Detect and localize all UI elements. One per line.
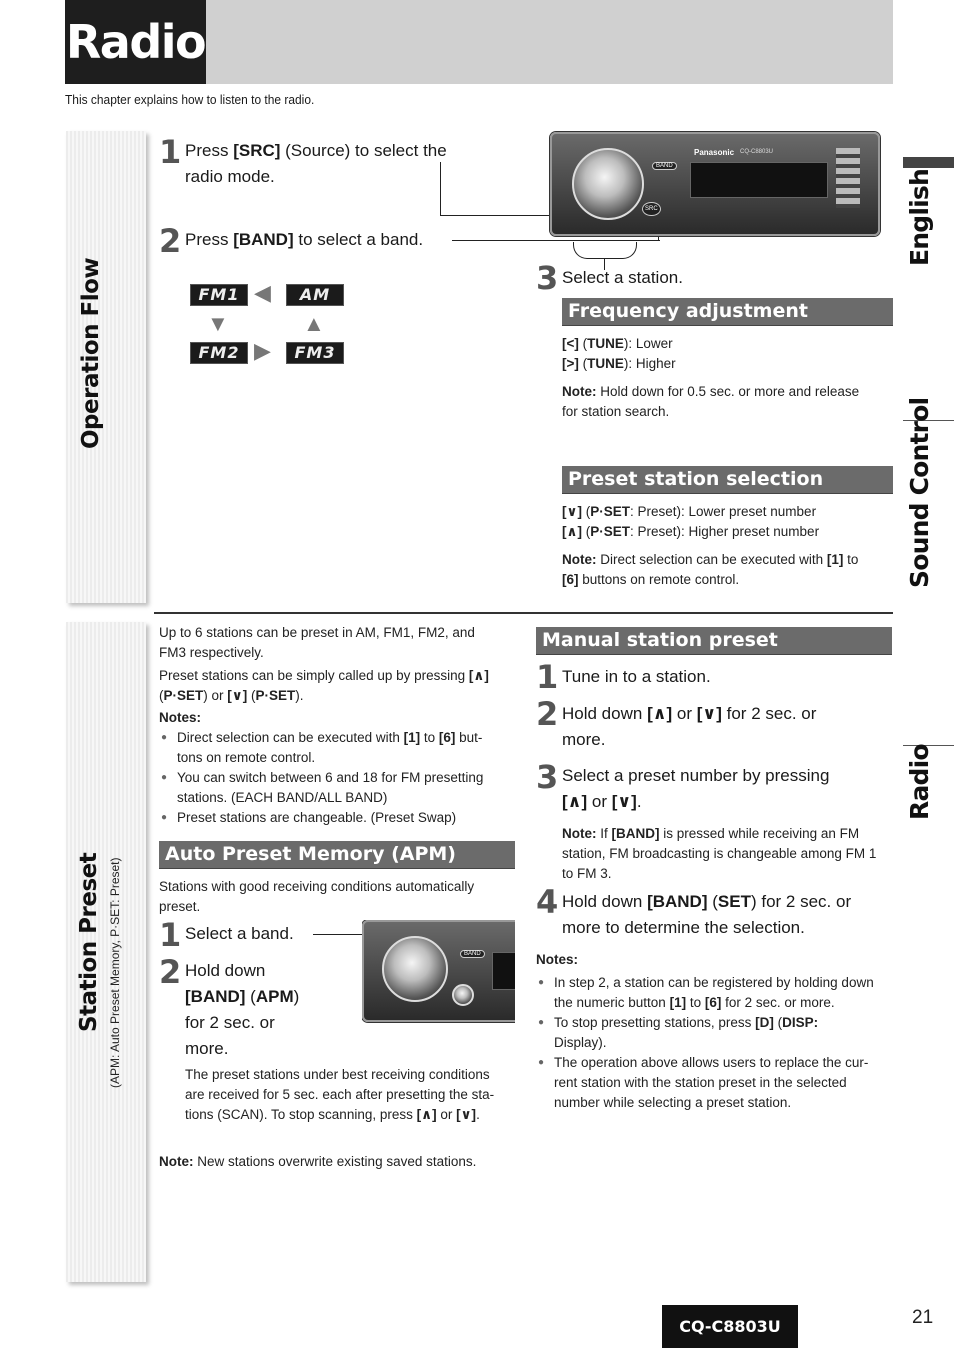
apm-intro: [159, 877, 509, 917]
leader-line: [452, 240, 660, 241]
band-key: [BAND]: [647, 892, 708, 911]
text: [562, 889, 892, 915]
right-tab-english[interactable]: English: [905, 169, 934, 266]
text: rent station with the station preset in the selected: [554, 1075, 847, 1090]
apm-description: [185, 1065, 525, 1125]
up-key: [∧]: [562, 792, 588, 811]
text: Stations with good receiving conditions automatically: [159, 879, 475, 894]
band-key: [BAND]: [233, 230, 294, 249]
text: Hold down: [185, 961, 266, 980]
text: number while selecting a preset station.: [554, 1095, 792, 1110]
text: for 2 sec. or more.: [721, 995, 835, 1010]
text: ): [750, 892, 757, 911]
text: [159, 666, 515, 686]
band-am-badge: AM: [286, 284, 344, 306]
text: for 2 sec. or: [721, 704, 817, 723]
text: are received for 5 sec. each after presetting the sta-: [185, 1087, 495, 1102]
text: Hold down: [562, 704, 648, 723]
band-button: BAND: [652, 162, 677, 170]
apm-heading: Auto Preset Memory (APM): [159, 841, 515, 869]
arrow-left-icon: ◀: [254, 280, 271, 305]
arrow-right-icon: ▶: [254, 338, 271, 363]
src-button: [452, 984, 474, 1006]
text: FM3 respectively.: [159, 645, 264, 660]
frequency-body: [562, 334, 892, 422]
volume-knob-icon: [572, 148, 644, 220]
step-number: 2: [159, 222, 182, 260]
text: If: [596, 826, 612, 841]
station-preset-notes: [159, 728, 515, 828]
text: for 2 sec. or: [756, 892, 852, 911]
text: more.: [185, 1039, 229, 1058]
station-preset-intro: [159, 623, 515, 828]
device-model: CQ-C8803U: [740, 149, 774, 155]
text: ): Lower: [623, 336, 673, 351]
text: more.: [562, 730, 606, 749]
text: or: [587, 792, 612, 811]
active-tab-marker: [903, 157, 954, 168]
arrow-down-icon: ▼: [207, 311, 229, 336]
chapter-intro: This chapter explains how to listen to the radio.: [65, 92, 315, 107]
text: (: [578, 356, 588, 371]
model-badge: CQ-C8803U: [662, 1305, 798, 1348]
operation-flow-label: Operation Flow: [78, 257, 104, 449]
step-number: 2: [159, 953, 182, 991]
text: Preset stations can be simply called up by pressing: [159, 668, 469, 683]
right-tab-sound-control[interactable]: Sound Control: [905, 397, 934, 588]
text: : Preset): Higher preset number: [629, 524, 820, 539]
up-key: [∧]: [468, 668, 489, 683]
page-number: 21: [912, 1307, 934, 1328]
text: : Preset): Lower preset number: [629, 504, 817, 519]
text: In step 2, a station can be registered by holding down: [554, 975, 874, 990]
tune-lower-line: [562, 334, 892, 354]
key-6: [6]: [562, 572, 579, 587]
text: .: [476, 1107, 480, 1122]
manual-notes-list: [536, 973, 892, 1113]
text: [562, 789, 892, 815]
text: more to determine the selection.: [562, 918, 805, 937]
text: The operation above allows users to replace the cur-: [554, 1055, 869, 1070]
text: .: [636, 792, 642, 811]
text: (: [707, 892, 718, 911]
text: ): Higher: [623, 356, 676, 371]
text: (: [773, 1015, 783, 1030]
src-key: [SRC]: [233, 141, 281, 160]
apm-step-2: [185, 958, 355, 1062]
band-fm3-badge: FM3: [286, 342, 344, 364]
disp-label: DISP:: [782, 1015, 819, 1030]
device-display: [492, 952, 515, 990]
side-tab-station-preset: [66, 622, 146, 1282]
leader-line: [440, 162, 441, 215]
up-key: [∧]: [562, 524, 582, 539]
text: Select a preset number by pressing: [562, 766, 830, 785]
side-tab-operation-flow: [66, 131, 146, 603]
up-key: [∧]: [647, 704, 673, 723]
step-number: 1: [536, 658, 559, 696]
head-unit-closeup: [362, 920, 515, 1024]
src-button: SRC: [642, 202, 661, 216]
notes-label: Notes:: [536, 952, 579, 967]
text: is pressed while receiving an FM: [659, 826, 860, 841]
key-6: [6]: [704, 995, 722, 1010]
text: The preset stations under best receiving conditions: [185, 1067, 490, 1082]
tune-bracket: [573, 242, 637, 259]
manual-step-3: [562, 763, 892, 815]
note-text: for station search.: [562, 404, 670, 419]
text: or: [672, 704, 697, 723]
band-button: BAND: [460, 950, 485, 958]
step-number: 1: [159, 133, 182, 171]
apm-note: [159, 1152, 515, 1172]
notes-label: Notes:: [159, 710, 202, 725]
note-text: to: [843, 552, 859, 567]
preset-lower-line: [∨] (P·SET: Preset): Lower preset number: [562, 504, 817, 519]
volume-knob-icon: [382, 936, 448, 1002]
text: Hold down: [562, 892, 648, 911]
manual-notes: [536, 950, 892, 1113]
tune-lower-key: [<]: [562, 336, 579, 351]
brand-logo: Panasonic: [694, 148, 735, 157]
pset-label: P·SET: [590, 504, 630, 519]
text: [562, 701, 892, 727]
preset-higher-line: [∧] (P·SET: Preset): Higher preset number: [562, 524, 820, 539]
text: (: [159, 688, 164, 703]
step-number: 3: [536, 259, 559, 297]
band-fm2-badge: FM2: [190, 342, 248, 364]
text: Up to 6 stations can be preset in AM, FM1, FM2, and: [159, 625, 475, 640]
operation-step-3: Select a station.: [562, 268, 683, 287]
key-1: [1]: [826, 552, 844, 567]
list-item: [536, 1013, 892, 1053]
band-key: [BAND]: [611, 826, 660, 841]
step-text: radio mode.: [185, 167, 275, 186]
note-label: Note:: [562, 384, 597, 399]
text: preset.: [159, 899, 201, 914]
band-key: [BAND]: [185, 987, 246, 1006]
text: stations. (EACH BAND/ALL BAND): [177, 790, 388, 805]
down-key: [∨]: [562, 504, 582, 519]
up-key: [∧]: [416, 1107, 437, 1122]
down-key: [∨]: [611, 792, 637, 811]
down-key: [∨]: [227, 688, 248, 703]
down-key: [∨]: [696, 704, 722, 723]
text: to: [686, 995, 705, 1010]
step-text: Press: [185, 141, 234, 160]
right-tab-radio[interactable]: Radio: [905, 744, 934, 820]
preset-selection-heading: Preset station selection: [562, 466, 893, 494]
band-fm1-badge: FM1: [190, 284, 248, 306]
preset-selection-body: [562, 502, 892, 590]
key-6: [6]: [438, 730, 456, 745]
section-divider: [154, 612, 893, 614]
head-unit-illustration: [550, 132, 880, 236]
note-text: buttons on remote control.: [578, 572, 740, 587]
text: the numeric button: [554, 995, 670, 1010]
manual-step-4: [562, 889, 892, 941]
pset-label: P·SET: [255, 688, 296, 703]
step-text: to select a band.: [293, 230, 424, 249]
device-display: [690, 162, 828, 198]
text: [185, 1105, 525, 1125]
text: tions (SCAN). To stop scanning, press: [185, 1107, 417, 1122]
text: to: [420, 730, 439, 745]
station-preset-label: Station Preset: [76, 852, 102, 1032]
note-text: Direct selection can be executed with: [596, 552, 827, 567]
down-key: [∨]: [456, 1107, 477, 1122]
text: Display).: [554, 1035, 607, 1050]
manual-step-2: [562, 701, 892, 753]
text: (: [245, 987, 256, 1006]
note-text: New stations overwrite existing saved stations.: [193, 1154, 477, 1169]
manual-preset-heading: Manual station preset: [536, 627, 892, 655]
text: station, FM broadcasting is changeable among FM 1: [562, 846, 877, 861]
text: Preset stations are changeable. (Preset Swap): [177, 810, 457, 825]
text: ) or: [203, 688, 228, 703]
text: to FM 3.: [562, 866, 612, 881]
head-unit-illustration: [362, 920, 515, 1022]
key-1: [1]: [403, 730, 421, 745]
frequency-note: [562, 382, 892, 422]
operation-step-2: [185, 227, 423, 253]
tune-label: TUNE: [587, 336, 624, 351]
step-number: 2: [536, 695, 559, 733]
text: (P·SET) or [∨] (P·SET).: [159, 688, 304, 703]
apm-step-1: Select a band.: [185, 924, 294, 943]
text: You can switch between 6 and 18 for FM presetting: [177, 770, 484, 785]
device-buttons: [836, 148, 860, 208]
pset-label: P·SET: [163, 688, 204, 703]
apm-label: APM: [255, 987, 294, 1006]
text: but-: [455, 730, 483, 745]
tune-label: TUNE: [587, 356, 624, 371]
page-title: Radio: [65, 0, 206, 84]
note-label: Note:: [562, 552, 597, 567]
set-label: SET: [717, 892, 751, 911]
note-label: Note:: [159, 1154, 194, 1169]
text: (: [578, 336, 588, 351]
step-number: 1: [159, 916, 182, 954]
pset-label: P·SET: [590, 524, 630, 539]
key-1: [1]: [669, 995, 687, 1010]
tune-higher-line: [562, 354, 892, 374]
text: [562, 824, 892, 844]
preset-selection-note: [562, 550, 892, 590]
text: tons on remote control.: [177, 750, 316, 765]
list-item: [536, 1053, 892, 1113]
d-key: [D]: [755, 1015, 774, 1030]
list-item: [159, 808, 515, 828]
text: for 2 sec. or: [185, 1013, 275, 1032]
text: [185, 984, 355, 1010]
step-text: Press: [185, 230, 234, 249]
note-label: Note:: [562, 826, 597, 841]
text: To stop presetting stations, press: [554, 1015, 756, 1030]
text: Direct selection can be executed with: [177, 730, 404, 745]
tune-higher-key: [>]: [562, 356, 579, 371]
step-number: 4: [536, 883, 559, 921]
step-number: 3: [536, 758, 559, 796]
note-text: Hold down for 0.5 sec. or more and release: [596, 384, 860, 399]
station-preset-sublabel: (APM: Auto Preset Memory, P·SET: Preset): [108, 857, 122, 1088]
frequency-adjustment-heading: Frequency adjustment: [562, 298, 893, 326]
list-item: [159, 728, 515, 768]
list-item: [159, 768, 515, 808]
manual-note: [562, 824, 892, 884]
text: ).: [295, 688, 304, 703]
text: ): [293, 987, 300, 1006]
list-item: [536, 973, 892, 1013]
text: or: [436, 1107, 457, 1122]
arrow-up-icon: ▲: [303, 311, 325, 336]
step-text: (Source) to select the: [280, 141, 447, 160]
manual-step-1: Tune in to a station.: [562, 667, 711, 686]
